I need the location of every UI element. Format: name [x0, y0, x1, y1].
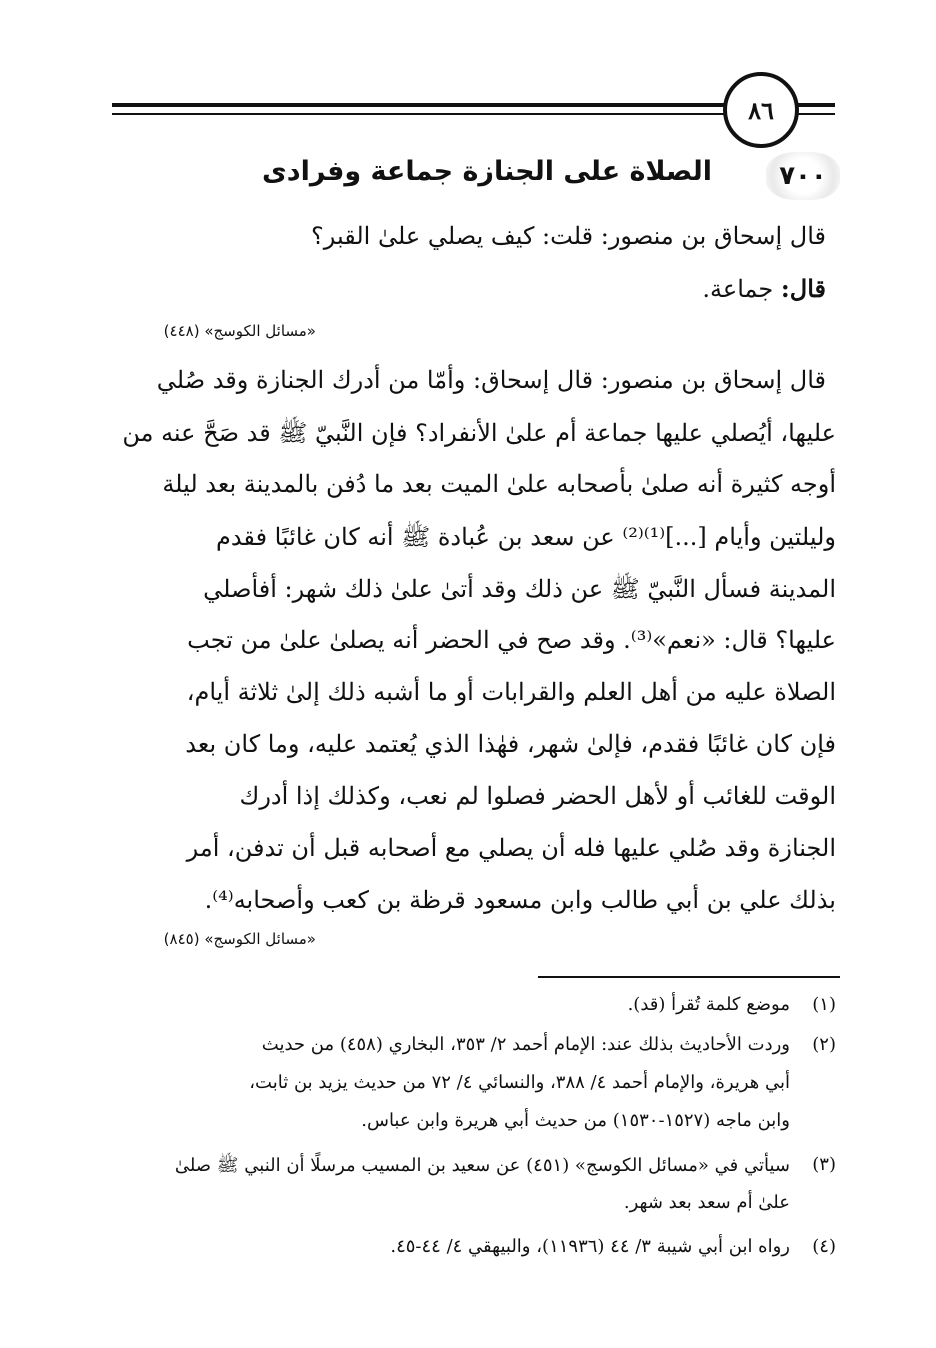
footnote-1-line-1: موضع كلمة تُقرأ (قد).	[627, 994, 790, 1015]
footnote-2-line-1: وردت الأحاديث بذلك عند: الإمام أحمد ٢/ ٣٥٣، البخاري (٤٥٨) من حديث	[261, 1034, 790, 1055]
source-citation-2: «مسائل الكوسج» (٨٤٥)	[163, 930, 316, 948]
question-block	[96, 222, 836, 312]
discussion-line-4: وليلتين وأيام [...]⁽¹⁾⁽²⁾ عن سعد بن عُبادة ﷺ أنه كان غائبًا فقدم	[215, 523, 836, 551]
answer-label: قال:	[780, 274, 826, 303]
footnote-4-line-1: رواه ابن أبي شيبة ٣/ ٤٤ (١١٩٣٦)، والبيهقي ٤/ ٤٤-٤٥.	[390, 1236, 790, 1257]
answer-line	[702, 274, 826, 303]
footnote-number-2: (٢)	[812, 1034, 836, 1055]
section-heading	[250, 156, 840, 200]
discussion-line-5: المدينة فسأل النَّبيّ ﷺ عن ذلك وقد أتىٰ علىٰ ذلك شهر: أفأصلي	[203, 575, 836, 603]
section-title: الصلاة على الجنازة جماعة وفرادى	[262, 156, 712, 187]
footnote-number-4: (٤)	[812, 1236, 836, 1257]
discussion-line-8: فإن كان غائبًا فقدم، فإلىٰ شهر، فهٰذا الذي يُعتمد عليه، وما كان بعد	[185, 730, 836, 758]
discussion-line-1: قال إسحاق بن منصور: قال إسحاق: وأمّا من أدرك الجنازة وقد صُلي	[156, 366, 826, 394]
discussion-line-9: الوقت للغائب أو لأهل الحضر فصلوا لم نعب، وكذلك إذا أدرك	[239, 782, 836, 810]
footnote-2-line-3: وابن ماجه (١٥٢٧-١٥٣٠) من حديث أبي هريرة وابن عباس.	[361, 1110, 790, 1131]
header-rule-left	[112, 103, 728, 107]
footnote-number-3: (٣)	[812, 1154, 836, 1175]
header-rule-left-thin	[112, 113, 728, 115]
discussion-line-10: الجنازة وقد صُلي عليها فله أن يصلي مع أصحابه قبل أن تدفن، أمر	[186, 834, 836, 862]
discussion-line-3: أوجه كثيرة أنه صلىٰ بأصحابه علىٰ الميت بعد ما دُفن بالمدينة بعد ليلة	[162, 470, 836, 498]
footnote-3-line-2: علىٰ أم سعد بعد شهر.	[623, 1192, 790, 1213]
footnote-number-1: (١)	[812, 994, 836, 1015]
header-rule-right-thin	[795, 113, 835, 115]
source-citation-1: «مسائل الكوسج» (٤٤٨)	[163, 322, 316, 340]
footnote-2-line-2: أبي هريرة، والإمام أحمد ٤/ ٣٨٨، والنسائي ٤/ ٧٢ من حديث يزيد بن ثابت،	[249, 1072, 790, 1093]
footnote-separator	[538, 976, 840, 978]
discussion-line-2: عليها، أيُصلي عليها جماعة أم علىٰ الأنفراد؟ فإن النَّبيّ ﷺ قد صَحَّ عنه من	[122, 419, 836, 447]
page-number: ٨٦	[723, 72, 799, 148]
discussion-line-7: الصلاة عليه من أهل العلم والقرابات أو ما أشبه ذلك إلىٰ ثلاثة أيام،	[186, 678, 836, 706]
footnote-3-line-1: سيأتي في «مسائل الكوسج» (٤٥١) عن سعيد بن المسيب مرسلًا أن النبي ﷺ صلىٰ	[174, 1155, 790, 1176]
discussion-line-11: بذلك علي بن أبي طالب وابن مسعود قرظة بن كعب وأصحابه⁽⁴⁾.	[204, 886, 836, 914]
header-rule-right	[795, 103, 835, 107]
section-number-badge: ٧٠٠	[766, 152, 840, 200]
discussion-line-6: عليها؟ قال: «نعم»⁽³⁾. وقد صح في الحضر أنه يصلىٰ علىٰ من تجب	[187, 626, 836, 654]
discussion-block	[96, 366, 836, 926]
answer-text: جماعة.	[702, 275, 774, 303]
question-line: قال إسحاق بن منصور: قلت: كيف يصلي علىٰ القبر؟	[310, 222, 826, 250]
